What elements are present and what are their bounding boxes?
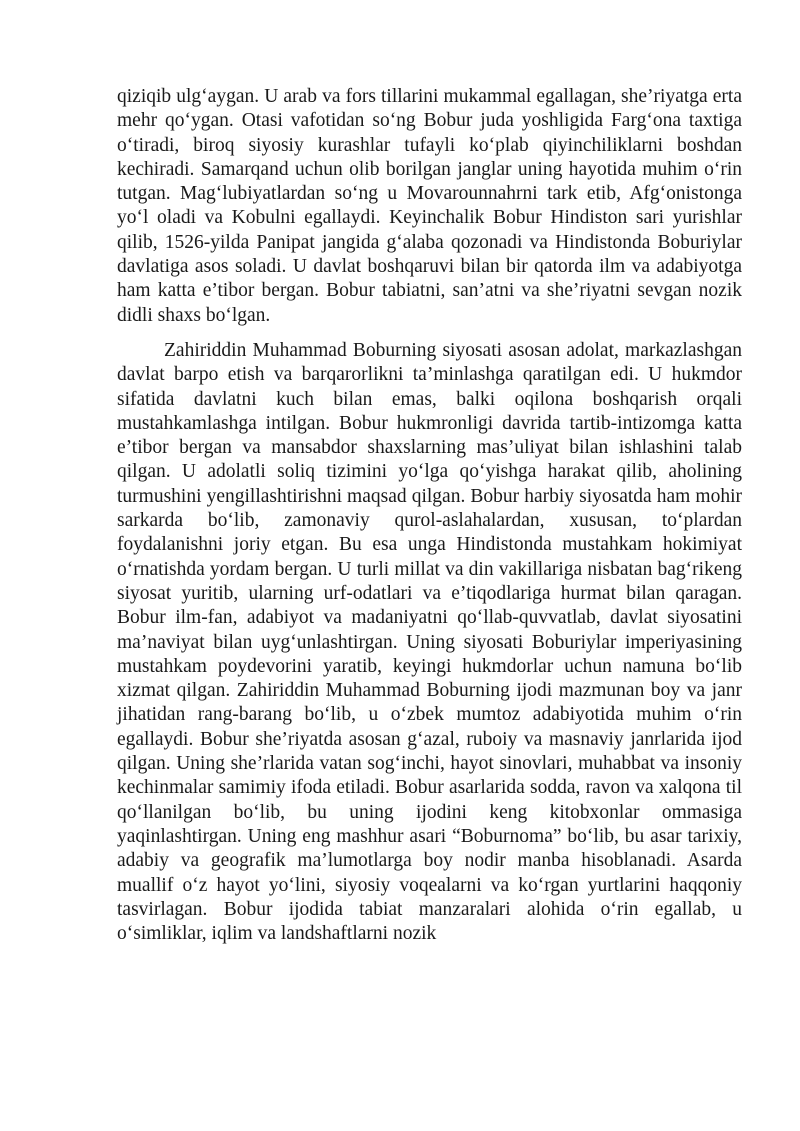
- document-page: [117, 85, 742, 946]
- paragraph-babur-policy: Zahiriddin Muhammad Boburning siyosati asosan adolat, markazlashgan davlat barpo etish va barqarorlikni ta’minlashga qaratilgan edi. U hukmdor sifatida davlatni kuch bilan emas, balki oqilona boshqarish orqali mustahkamlashga intilgan. Bobur hukmronligi davrida tartib-intizomga katta e’tibor bergan va mansabdor shaxslarning mas’uliyat bilan ishlashini talab qilgan. U adolatli soliq tizimini yo‘lga qo‘yishga harakat qilib, aholining turmushini yengillashtirishni maqsad qilgan. Bobur harbiy siyosatda ham mohir sarkarda bo‘lib, zamonaviy qurol-aslahalardan, xususan, to‘plardan foydalanishni joriy etgan. Bu esa unga Hindistonda mustahkam hokimiyat o‘rnatishda yordam bergan. U turli millat va din vakillariga nisbatan bag‘rikeng siyosat yuritib, ularning urf-odatlari va e’tiqodlariga hurmat bilan qaragan. Bobur ilm-fan, adabiyot va madaniyatni qo‘llab-quvvatlab, davlat siyosatini ma’naviyat bilan uyg‘unlashtirgan. Uning siyosati Boburiylar imperiyasining mustahkam poydevorini yaratib, keyingi hukmdorlar uchun namuna bo‘lib xizmat qilgan. Zahiriddin Muhammad Boburning ijodi mazmunan boy va janr jihatidan rang-barang bo‘lib, u o‘zbek mumtoz adabiyotida muhim o‘rin egallaydi. Bobur she’riyatda asosan g‘azal, ruboiy va masnaviy janrlarida ijod qilgan. Uning she’rlarida vatan sog‘inchi, hayot sinovlari, muhabbat va insoniy kechinmalar samimiy ifoda etiladi. Bobur asarlarida sodda, ravon va xalqona til qo‘llanilgan bo‘lib, bu uning ijodini keng kitobxonlar ommasiga yaqinlashtirgan. Uning eng mashhur asari “Boburnoma” bo‘lib, bu asar tarixiy, adabiy va geografik ma’lumotlarga boy nodir manba hisoblanadi. Asarda muallif o‘z hayot yo‘lini, siyosiy voqealarni va ko‘rgan yurtlarini haqqoniy tasvirlagan. Bobur ijodida tabiat manzaralari alohida o‘rin egallab, u o‘simliklar, iqlim va landshaftlarni nozik: [117, 339, 742, 945]
- paragraph-continuation: qiziqib ulg‘aygan. U arab va fors tillarini mukammal egallagan, she’riyatga erta mehr qo‘ygan. Otasi vafotidan so‘ng Bobur juda yoshligida Farg‘ona taxtiga o‘tiradi, biroq siyosiy kurashlar tufayli ko‘plab qiyinchiliklarni boshdan kechiradi. Samarqand uchun olib borilgan janglar uning hayotida muhim o‘rin tutgan. Mag‘lubiyatlardan so‘ng u Movarounnahrni tark etib, Afg‘onistonga yo‘l oladi va Kobulni egallaydi. Keyinchalik Bobur Hindiston sari yurishlar qilib, 1526-yilda Panipat jangida g‘alaba qozonadi va Hindistonda Boburiylar davlatiga asos soladi. U davlat boshqaruvi bilan bir qatorda ilm va adabiyotga ham katta e’tibor bergan. Bobur tabiatni, san’atni va she’riyatni sevgan nozik didli shaxs bo‘lgan.: [117, 86, 742, 326]
